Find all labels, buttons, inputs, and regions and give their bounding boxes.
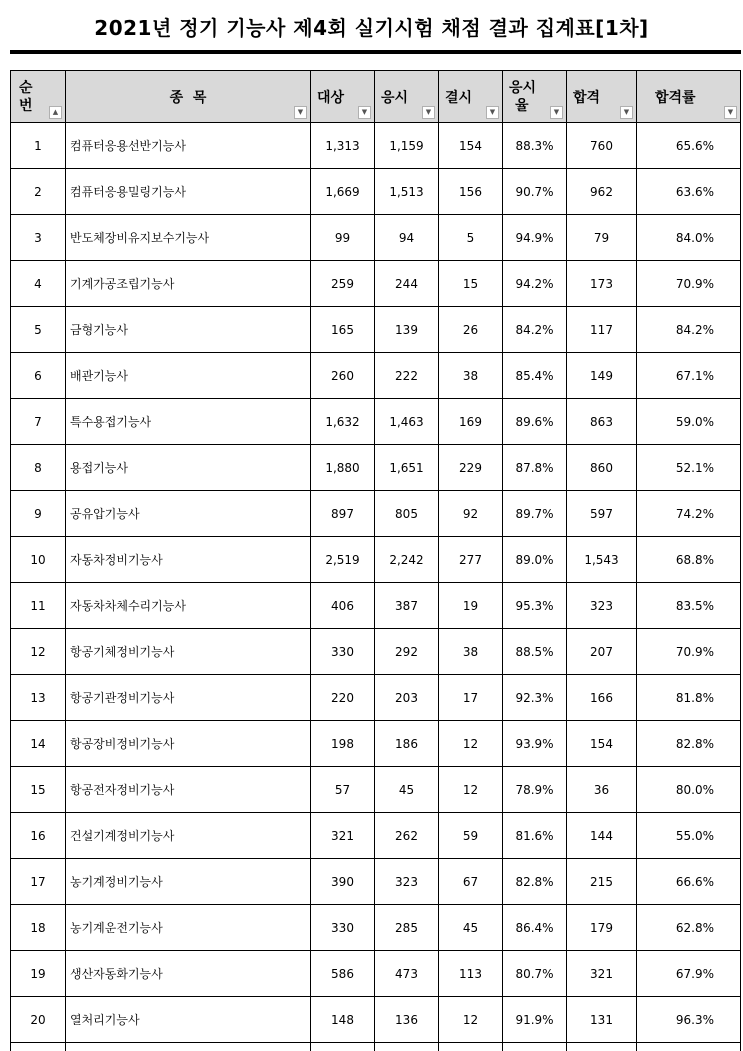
cell-absent[interactable]: 19 bbox=[439, 583, 503, 629]
dropdown-arrow-icon[interactable]: ▼ bbox=[550, 106, 563, 119]
cell-pass-rate[interactable]: 52.1% bbox=[637, 445, 741, 491]
cell-passed[interactable]: 117 bbox=[567, 307, 637, 353]
cell-name[interactable]: 항공기관정비기능사 bbox=[66, 675, 311, 721]
cell-seq[interactable]: 14 bbox=[11, 721, 66, 767]
cell-name[interactable]: 자동차차체수리기능사 bbox=[66, 583, 311, 629]
cell-rate[interactable]: 92.3% bbox=[503, 675, 567, 721]
cell-pass-rate[interactable]: 81.8% bbox=[637, 675, 741, 721]
cell-applied[interactable]: 1,463 bbox=[375, 399, 439, 445]
cell-applied[interactable]: 323 bbox=[375, 859, 439, 905]
cell-passed[interactable]: 166 bbox=[567, 675, 637, 721]
cell-name[interactable]: 배관기능사 bbox=[66, 353, 311, 399]
cell-name[interactable]: 항공전자정비기능사 bbox=[66, 767, 311, 813]
cell-passed[interactable]: 323 bbox=[567, 583, 637, 629]
cell-pass-rate[interactable]: 65.6% bbox=[637, 123, 741, 169]
cell-pass-rate[interactable]: 96.3% bbox=[637, 997, 741, 1043]
cell-seq[interactable]: 3 bbox=[11, 215, 66, 261]
col-header-pass-rate-label: 합격률 bbox=[655, 90, 696, 106]
cell-absent[interactable]: 229 bbox=[439, 445, 503, 491]
cell-name[interactable]: 건설기계정비기능사 bbox=[66, 813, 311, 859]
cell-rate[interactable]: 91.9% bbox=[503, 997, 567, 1043]
cell-absent[interactable]: 38 bbox=[439, 353, 503, 399]
title-divider bbox=[10, 50, 741, 54]
table-row[interactable] bbox=[11, 353, 741, 399]
col-header-rate-line2: 율 bbox=[509, 97, 566, 115]
cell-name[interactable]: 기계가공조립기능사 bbox=[66, 261, 311, 307]
cell-empty bbox=[66, 1043, 311, 1051]
cell-target[interactable]: 259 bbox=[311, 261, 375, 307]
cell-name[interactable]: 용접기능사 bbox=[66, 445, 311, 491]
table-row[interactable] bbox=[11, 445, 741, 491]
cell-rate[interactable]: 89.7% bbox=[503, 491, 567, 537]
cell-applied[interactable]: 473 bbox=[375, 951, 439, 997]
table-row[interactable] bbox=[11, 675, 741, 721]
cell-rate[interactable]: 93.9% bbox=[503, 721, 567, 767]
cell-rate[interactable]: 94.9% bbox=[503, 215, 567, 261]
cell-passed[interactable]: 36 bbox=[567, 767, 637, 813]
table-row[interactable] bbox=[11, 997, 741, 1043]
cell-target[interactable]: 148 bbox=[311, 997, 375, 1043]
cell-passed[interactable]: 597 bbox=[567, 491, 637, 537]
dropdown-arrow-icon[interactable]: ▼ bbox=[294, 106, 307, 119]
cell-name[interactable]: 열처리기능사 bbox=[66, 997, 311, 1043]
cell-seq[interactable]: 20 bbox=[11, 997, 66, 1043]
cell-seq[interactable]: 19 bbox=[11, 951, 66, 997]
results-table-container bbox=[10, 70, 740, 1051]
cell-rate[interactable]: 88.5% bbox=[503, 629, 567, 675]
cell-passed[interactable]: 321 bbox=[567, 951, 637, 997]
cell-rate[interactable]: 89.0% bbox=[503, 537, 567, 583]
cell-absent[interactable]: 17 bbox=[439, 675, 503, 721]
cell-applied[interactable]: 186 bbox=[375, 721, 439, 767]
col-header-target-label: 대상 bbox=[317, 90, 344, 106]
cell-absent[interactable]: 113 bbox=[439, 951, 503, 997]
cell-rate[interactable]: 89.6% bbox=[503, 399, 567, 445]
cell-absent[interactable]: 154 bbox=[439, 123, 503, 169]
table-row[interactable] bbox=[11, 813, 741, 859]
cell-absent[interactable]: 156 bbox=[439, 169, 503, 215]
cell-rate[interactable]: 85.4% bbox=[503, 353, 567, 399]
col-header-target[interactable] bbox=[311, 71, 375, 123]
col-header-seq-line1: 순 bbox=[19, 79, 65, 97]
cell-rate[interactable]: 94.2% bbox=[503, 261, 567, 307]
cell-pass-rate[interactable]: 70.9% bbox=[637, 629, 741, 675]
cell-pass-rate[interactable]: 59.0% bbox=[637, 399, 741, 445]
cell-passed[interactable]: 860 bbox=[567, 445, 637, 491]
dropdown-arrow-icon[interactable]: ▼ bbox=[358, 106, 371, 119]
cell-empty bbox=[11, 1043, 66, 1051]
cell-name[interactable]: 항공장비정비기능사 bbox=[66, 721, 311, 767]
cell-target[interactable]: 1,632 bbox=[311, 399, 375, 445]
cell-passed[interactable]: 79 bbox=[567, 215, 637, 261]
cell-applied[interactable]: 805 bbox=[375, 491, 439, 537]
cell-target[interactable]: 330 bbox=[311, 629, 375, 675]
col-header-name[interactable] bbox=[66, 71, 311, 123]
cell-applied[interactable]: 262 bbox=[375, 813, 439, 859]
cell-pass-rate[interactable]: 84.0% bbox=[637, 215, 741, 261]
cell-pass-rate[interactable]: 67.9% bbox=[637, 951, 741, 997]
cell-rate[interactable]: 78.9% bbox=[503, 767, 567, 813]
cell-absent[interactable]: 45 bbox=[439, 905, 503, 951]
cell-pass-rate[interactable]: 74.2% bbox=[637, 491, 741, 537]
cell-empty bbox=[439, 1043, 503, 1051]
col-header-seq[interactable] bbox=[11, 71, 66, 123]
cell-name[interactable]: 공유압기능사 bbox=[66, 491, 311, 537]
table-row[interactable] bbox=[11, 905, 741, 951]
cell-rate[interactable]: 90.7% bbox=[503, 169, 567, 215]
cell-seq[interactable]: 12 bbox=[11, 629, 66, 675]
cell-applied[interactable]: 1,651 bbox=[375, 445, 439, 491]
cell-absent[interactable]: 92 bbox=[439, 491, 503, 537]
cell-target[interactable]: 586 bbox=[311, 951, 375, 997]
col-header-rate[interactable] bbox=[503, 71, 567, 123]
cell-pass-rate[interactable]: 55.0% bbox=[637, 813, 741, 859]
cell-seq[interactable]: 1 bbox=[11, 123, 66, 169]
cell-target[interactable]: 198 bbox=[311, 721, 375, 767]
dropdown-arrow-icon[interactable]: ▼ bbox=[422, 106, 435, 119]
col-header-passed-label: 합격 bbox=[573, 90, 600, 106]
cell-target[interactable]: 1,313 bbox=[311, 123, 375, 169]
cell-seq[interactable]: 11 bbox=[11, 583, 66, 629]
cell-rate[interactable]: 88.3% bbox=[503, 123, 567, 169]
cell-absent[interactable]: 67 bbox=[439, 859, 503, 905]
col-header-applied-label: 응시 bbox=[381, 90, 408, 106]
cell-absent[interactable]: 169 bbox=[439, 399, 503, 445]
table-body bbox=[11, 123, 741, 1051]
cell-passed[interactable]: 179 bbox=[567, 905, 637, 951]
cell-seq[interactable]: 16 bbox=[11, 813, 66, 859]
cell-seq[interactable]: 4 bbox=[11, 261, 66, 307]
cell-empty bbox=[503, 1043, 567, 1051]
cell-applied[interactable]: 45 bbox=[375, 767, 439, 813]
cell-pass-rate[interactable]: 80.0% bbox=[637, 767, 741, 813]
cell-empty bbox=[567, 1043, 637, 1051]
cell-applied[interactable]: 1,159 bbox=[375, 123, 439, 169]
table-row[interactable] bbox=[11, 169, 741, 215]
cell-seq[interactable]: 17 bbox=[11, 859, 66, 905]
table-row[interactable] bbox=[11, 951, 741, 997]
results-table bbox=[10, 70, 741, 1051]
cell-pass-rate[interactable]: 84.2% bbox=[637, 307, 741, 353]
cell-applied[interactable]: 2,242 bbox=[375, 537, 439, 583]
cell-absent[interactable]: 12 bbox=[439, 767, 503, 813]
cell-seq[interactable]: 18 bbox=[11, 905, 66, 951]
cell-applied[interactable]: 387 bbox=[375, 583, 439, 629]
cell-passed[interactable]: 207 bbox=[567, 629, 637, 675]
cell-target[interactable]: 330 bbox=[311, 905, 375, 951]
table-row[interactable] bbox=[11, 123, 741, 169]
cell-rate[interactable]: 80.7% bbox=[503, 951, 567, 997]
table-row[interactable] bbox=[11, 261, 741, 307]
table-row[interactable] bbox=[11, 629, 741, 675]
table-row[interactable] bbox=[11, 859, 741, 905]
cell-seq[interactable]: 2 bbox=[11, 169, 66, 215]
cell-seq[interactable]: 5 bbox=[11, 307, 66, 353]
cell-rate[interactable]: 87.8% bbox=[503, 445, 567, 491]
col-header-rate-line1: 응시 bbox=[509, 79, 566, 97]
col-header-applied[interactable] bbox=[375, 71, 439, 123]
cell-applied[interactable]: 94 bbox=[375, 215, 439, 261]
cell-pass-rate[interactable]: 70.9% bbox=[637, 261, 741, 307]
cell-pass-rate[interactable]: 63.6% bbox=[637, 169, 741, 215]
cell-name[interactable]: 컴퓨터응용밀링기능사 bbox=[66, 169, 311, 215]
cell-passed[interactable]: 962 bbox=[567, 169, 637, 215]
cell-applied[interactable]: 285 bbox=[375, 905, 439, 951]
header-row bbox=[11, 71, 741, 123]
cell-target[interactable]: 260 bbox=[311, 353, 375, 399]
cell-seq[interactable]: 10 bbox=[11, 537, 66, 583]
cell-rate[interactable]: 84.2% bbox=[503, 307, 567, 353]
cell-absent[interactable]: 26 bbox=[439, 307, 503, 353]
table-row[interactable] bbox=[11, 215, 741, 261]
table-row-partial bbox=[11, 1043, 741, 1051]
cell-applied[interactable]: 139 bbox=[375, 307, 439, 353]
cell-target[interactable]: 220 bbox=[311, 675, 375, 721]
cell-pass-rate[interactable]: 62.8% bbox=[637, 905, 741, 951]
cell-name[interactable]: 농기계운전기능사 bbox=[66, 905, 311, 951]
table-row[interactable] bbox=[11, 307, 741, 353]
col-header-seq-line2: 번 bbox=[19, 97, 65, 115]
cell-target[interactable]: 321 bbox=[311, 813, 375, 859]
cell-target[interactable]: 1,880 bbox=[311, 445, 375, 491]
cell-name[interactable]: 농기계정비기능사 bbox=[66, 859, 311, 905]
dropdown-arrow-icon[interactable]: ▼ bbox=[724, 106, 737, 119]
cell-name[interactable]: 특수용접기능사 bbox=[66, 399, 311, 445]
cell-empty bbox=[375, 1043, 439, 1051]
cell-passed[interactable]: 131 bbox=[567, 997, 637, 1043]
table-row[interactable] bbox=[11, 399, 741, 445]
cell-applied[interactable]: 292 bbox=[375, 629, 439, 675]
cell-absent[interactable]: 5 bbox=[439, 215, 503, 261]
cell-seq[interactable]: 13 bbox=[11, 675, 66, 721]
cell-seq[interactable]: 7 bbox=[11, 399, 66, 445]
cell-pass-rate[interactable]: 68.8% bbox=[637, 537, 741, 583]
cell-applied[interactable]: 244 bbox=[375, 261, 439, 307]
cell-pass-rate[interactable]: 82.8% bbox=[637, 721, 741, 767]
cell-passed[interactable]: 173 bbox=[567, 261, 637, 307]
table-row[interactable] bbox=[11, 491, 741, 537]
cell-seq[interactable]: 15 bbox=[11, 767, 66, 813]
cell-passed[interactable]: 1,543 bbox=[567, 537, 637, 583]
cell-passed[interactable]: 144 bbox=[567, 813, 637, 859]
col-header-absent-label: 결시 bbox=[445, 90, 472, 106]
cell-rate[interactable]: 82.8% bbox=[503, 859, 567, 905]
dropdown-arrow-icon[interactable]: ▼ bbox=[486, 106, 499, 119]
cell-target[interactable]: 2,519 bbox=[311, 537, 375, 583]
cell-pass-rate[interactable]: 83.5% bbox=[637, 583, 741, 629]
cell-seq[interactable]: 6 bbox=[11, 353, 66, 399]
cell-rate[interactable]: 81.6% bbox=[503, 813, 567, 859]
cell-empty bbox=[311, 1043, 375, 1051]
cell-passed[interactable]: 215 bbox=[567, 859, 637, 905]
cell-target[interactable]: 57 bbox=[311, 767, 375, 813]
cell-passed[interactable]: 154 bbox=[567, 721, 637, 767]
page-title: 2021년 정기 기능사 제4회 실기시험 채점 결과 집계표[1차] bbox=[0, 12, 743, 41]
cell-applied[interactable]: 1,513 bbox=[375, 169, 439, 215]
sort-ascending-icon[interactable]: ▲ bbox=[49, 106, 62, 119]
table-row[interactable] bbox=[11, 537, 741, 583]
cell-pass-rate[interactable]: 67.1% bbox=[637, 353, 741, 399]
cell-passed[interactable]: 760 bbox=[567, 123, 637, 169]
cell-target[interactable]: 165 bbox=[311, 307, 375, 353]
cell-applied[interactable]: 222 bbox=[375, 353, 439, 399]
cell-target[interactable]: 406 bbox=[311, 583, 375, 629]
cell-seq[interactable]: 9 bbox=[11, 491, 66, 537]
cell-absent[interactable]: 59 bbox=[439, 813, 503, 859]
cell-target[interactable]: 1,669 bbox=[311, 169, 375, 215]
cell-target[interactable]: 390 bbox=[311, 859, 375, 905]
cell-passed[interactable]: 149 bbox=[567, 353, 637, 399]
cell-applied[interactable]: 203 bbox=[375, 675, 439, 721]
cell-name[interactable]: 금형기능사 bbox=[66, 307, 311, 353]
cell-seq[interactable]: 8 bbox=[11, 445, 66, 491]
cell-absent[interactable]: 12 bbox=[439, 997, 503, 1043]
cell-passed[interactable]: 863 bbox=[567, 399, 637, 445]
cell-target[interactable]: 897 bbox=[311, 491, 375, 537]
cell-absent[interactable]: 277 bbox=[439, 537, 503, 583]
cell-name[interactable]: 컴퓨터응용선반기능사 bbox=[66, 123, 311, 169]
cell-applied[interactable]: 136 bbox=[375, 997, 439, 1043]
cell-rate[interactable]: 95.3% bbox=[503, 583, 567, 629]
col-header-pass-rate[interactable] bbox=[637, 71, 741, 123]
cell-rate[interactable]: 86.4% bbox=[503, 905, 567, 951]
table-row[interactable] bbox=[11, 721, 741, 767]
col-header-passed[interactable] bbox=[567, 71, 637, 123]
cell-absent[interactable]: 15 bbox=[439, 261, 503, 307]
dropdown-arrow-icon[interactable]: ▼ bbox=[620, 106, 633, 119]
cell-target[interactable]: 99 bbox=[311, 215, 375, 261]
cell-pass-rate[interactable]: 66.6% bbox=[637, 859, 741, 905]
cell-absent[interactable]: 38 bbox=[439, 629, 503, 675]
cell-name[interactable]: 자동차정비기능사 bbox=[66, 537, 311, 583]
table-row[interactable] bbox=[11, 583, 741, 629]
cell-name[interactable]: 항공기체정비기능사 bbox=[66, 629, 311, 675]
cell-name[interactable]: 생산자동화기능사 bbox=[66, 951, 311, 997]
cell-name[interactable]: 반도체장비유지보수기능사 bbox=[66, 215, 311, 261]
table-row[interactable] bbox=[11, 767, 741, 813]
cell-absent[interactable]: 12 bbox=[439, 721, 503, 767]
col-header-name-label: 종 목 bbox=[170, 90, 207, 106]
col-header-absent[interactable] bbox=[439, 71, 503, 123]
cell-empty bbox=[637, 1043, 741, 1051]
